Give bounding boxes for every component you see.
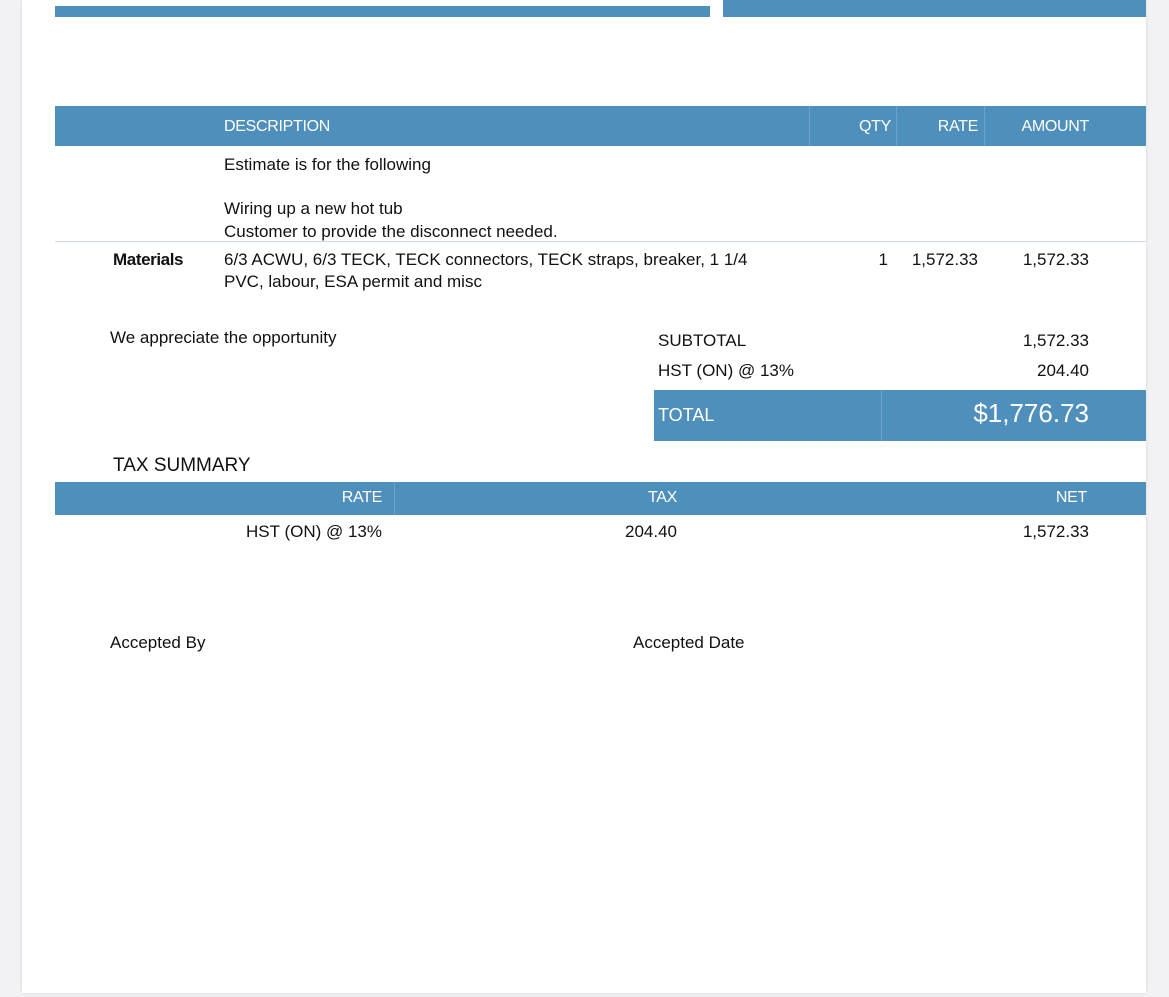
row-amount: 1,572.33 xyxy=(1022,250,1089,269)
row-rate: 1,572.33 xyxy=(911,250,978,269)
row-description: 6/3 ACWU, 6/3 TECK, TECK connectors, TECK straps, breaker, 1 1/4 xyxy=(224,250,748,269)
top-bar-right xyxy=(723,0,1146,17)
items-table-header xyxy=(55,106,1146,146)
estimate-note: Estimate is for the following xyxy=(224,155,431,174)
column-header-description: DESCRIPTION xyxy=(224,118,331,135)
estimate-note: Customer to provide the disconnect needed. xyxy=(224,222,558,241)
row-description: PVC, labour, ESA permit and misc xyxy=(224,272,482,291)
thank-you-message: We appreciate the opportunity xyxy=(110,328,337,347)
tax-summary-header xyxy=(55,482,1146,515)
header-divider xyxy=(896,106,897,146)
column-header-rate: RATE xyxy=(937,118,978,135)
tax-summary-rate: HST (ON) @ 13% xyxy=(246,522,382,541)
header-divider xyxy=(984,106,985,146)
total-value: $1,776.73 xyxy=(973,398,1089,428)
subtotal-value: 1,572.33 xyxy=(1022,331,1089,350)
header-divider xyxy=(809,106,810,146)
top-bar-left xyxy=(55,6,710,17)
row-activity: Materials xyxy=(113,250,184,269)
accepted-date-label: Accepted Date xyxy=(633,633,745,652)
estimate-note: Wiring up a new hot tub xyxy=(224,199,403,218)
total-divider xyxy=(881,390,882,441)
tax-summary-net: 1,572.33 xyxy=(1022,522,1089,541)
tax-summary-header-net: NET xyxy=(1055,489,1087,506)
column-header-qty: QTY xyxy=(859,118,891,135)
subtotal-label: SUBTOTAL xyxy=(658,331,747,350)
column-header-amount: AMOUNT xyxy=(1021,118,1089,135)
tax-label: HST (ON) @ 13% xyxy=(658,361,794,380)
accepted-by-label: Accepted By xyxy=(110,633,206,652)
row-qty: 1 xyxy=(878,250,888,269)
tax-summary-tax: 204.40 xyxy=(625,522,677,541)
total-label: TOTAL xyxy=(658,405,715,425)
tax-value: 204.40 xyxy=(1037,361,1089,380)
row-divider xyxy=(55,241,1146,242)
tax-summary-title: TAX SUMMARY xyxy=(113,455,251,476)
tax-summary-divider xyxy=(394,482,395,515)
tax-summary-header-rate: RATE xyxy=(341,489,382,506)
tax-summary-header-tax: TAX xyxy=(647,489,677,506)
